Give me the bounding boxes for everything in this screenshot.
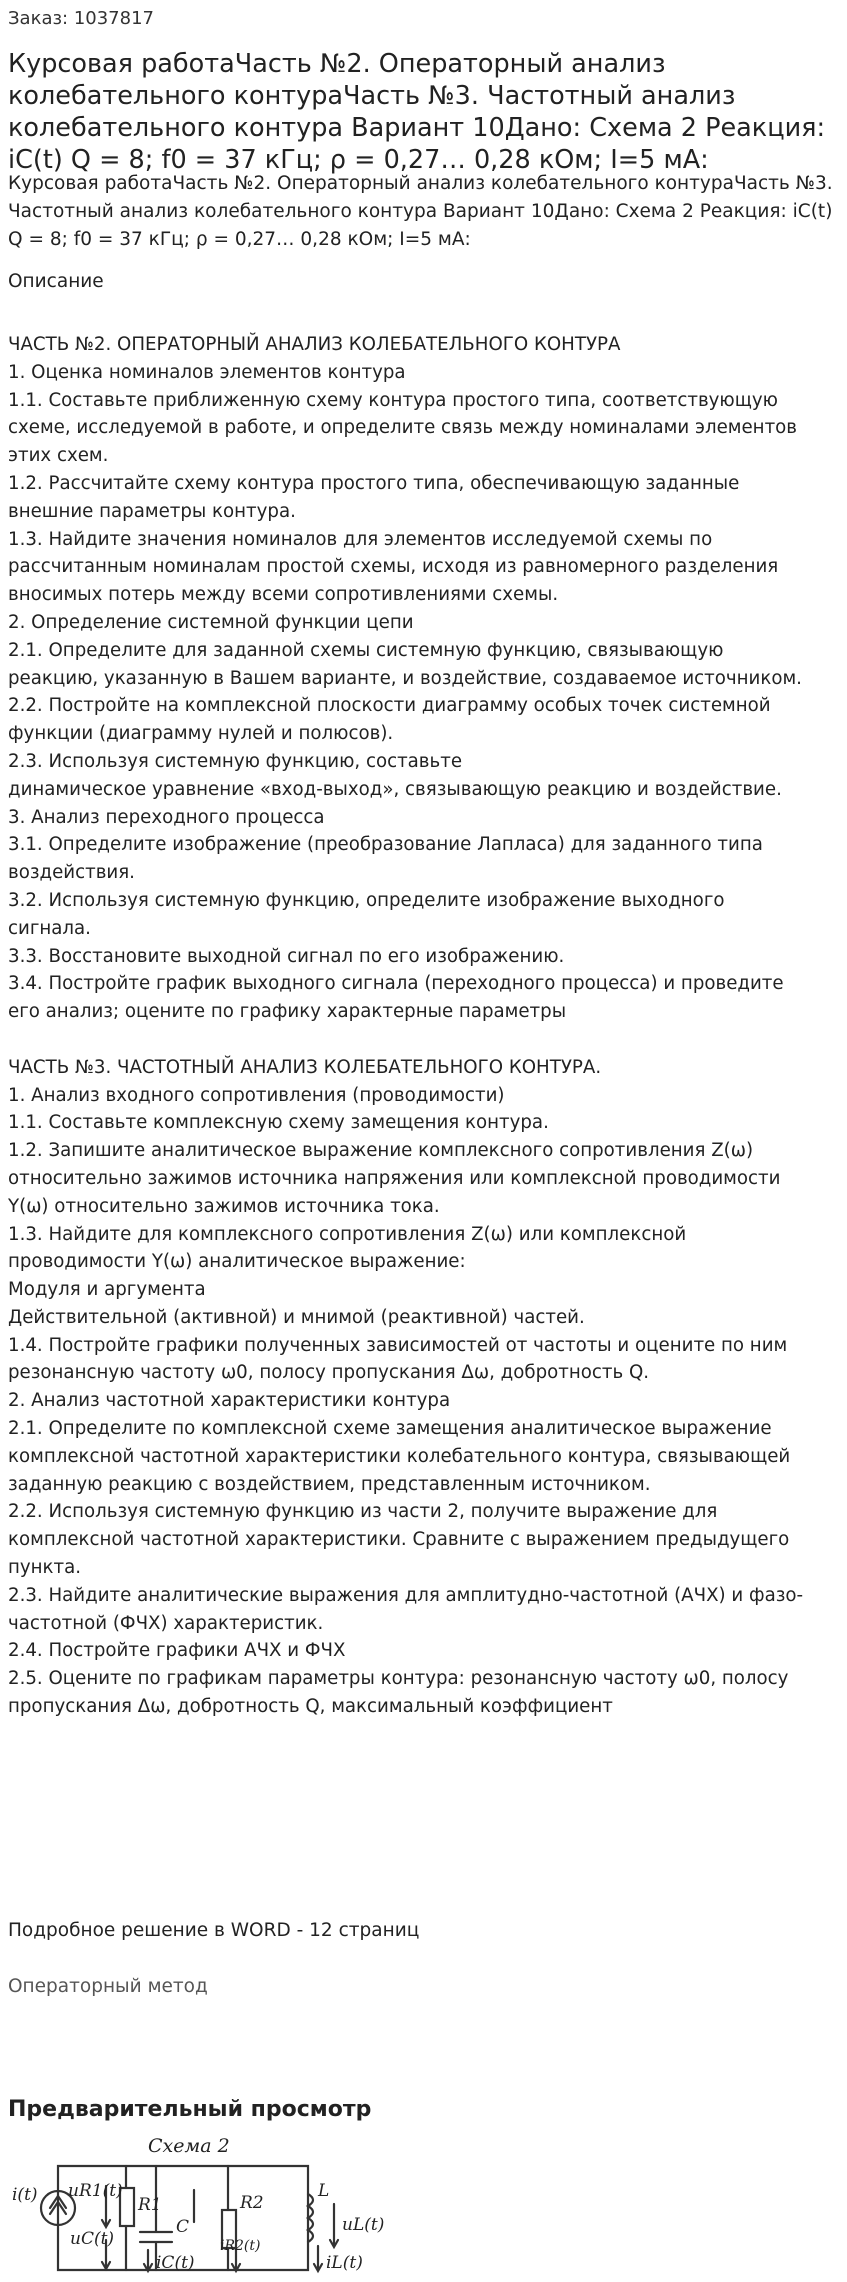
description-line: относительно зажимов источника напряжения или комплексной проводимости [8,1167,781,1189]
description-line: пункта. [8,1557,82,1579]
description-line: 1.3. Найдите для комплексного сопротивления Z(ω) или комплексной [8,1223,687,1245]
description-line: Y(ω) относительно зажимов источника тока. [8,1195,440,1217]
description-line: 1.4. Постройте графики полученных зависимостей от частоты и оцените по ним [8,1334,788,1356]
description-line: заданную реакцию с воздействием, представленным источником. [8,1473,651,1495]
description-line: 2.2. Постройте на комплексной плоскости диаграмму особых точек системной [8,695,771,717]
diagram-label: uR1(t) [68,2181,123,2201]
description-line: 2. Анализ частотной характеристики контура [8,1390,451,1412]
description-line: реакцию, указанную в Вашем варианте, и воздействие, создаваемое источником. [8,667,802,689]
description-line: 1.1. Составьте приближенную схему контура простого типа, соответствующую [8,389,778,411]
description-line: схеме, исследуемой в работе, и определите связь между номиналами элементов [8,417,798,439]
description-line: комплексной частотной характеристики. Сравните с выражением предыдущего [8,1529,790,1551]
word-note: Подробное решение в WORD - 12 страниц [8,1920,420,1941]
description-line: ЧАСТЬ №2. ОПЕРАТОРНЫЙ АНАЛИЗ КОЛЕБАТЕЛЬНОГО КОНТУРА [8,334,621,355]
description-heading: Описание [8,271,104,292]
description-line: 2.3. Используя системную функцию, составьте [8,750,463,772]
description-line: проводимости Y(ω) аналитическое выражение: [8,1251,466,1273]
description-line: 1. Анализ входного сопротивления (проводимости) [8,1084,505,1106]
diagram-caption: Схема 2 [148,2135,230,2157]
diagram-label: iL(t) [326,2253,363,2273]
description-line: сигнала. [8,917,91,939]
description-line: 1.2. Рассчитайте схему контура простого типа, обеспечивающую заданные [8,472,740,494]
description-line: 1.3. Найдите значения номиналов для элементов исследуемой схемы по [8,528,713,550]
description-line: 3.4. Постройте график выходного сигнала (переходного процесса) и проведите [8,973,784,995]
order-number: Заказ: 1037817 [8,8,154,29]
diagram-label: iC(t) [156,2253,195,2273]
diagram-label: uC(t) [70,2229,115,2249]
description-line: Действительной (активной) и мнимой (реактивной) частей. [8,1306,585,1328]
description-line: Модуля и аргумента [8,1279,206,1301]
description-text [8,331,838,1721]
description-line: динамическое уравнение «вход-выход», связывающую реакцию и воздействие. [8,778,782,800]
page-title: Курсовая работаЧасть №2. Операторный анализ колебательного контураЧасть №3. Частотный анализ колебательного контура Вариант 10Дано: Схема 2 Реакция: iC(t) Q = 8; f0 = 37 кГц; ρ = 0,27… 0,28 кОм; I=5 мА: [8,49,826,175]
description-line: 3.3. Восстановите выходной сигнал по его изображению. [8,945,565,967]
description-blank-line [8,1026,838,1054]
description-line: резонансную частоту ω0, полосу пропускания Δω, добротность Q. [8,1362,650,1384]
description-line: этих схем. [8,445,109,467]
description-line: воздействия. [8,862,135,884]
description-line: 3. Анализ переходного процесса [8,806,325,828]
description-line: его анализ; оцените по графику характерные параметры [8,1001,567,1023]
description-line: ЧАСТЬ №3. ЧАСТОТНЫЙ АНАЛИЗ КОЛЕБАТЕЛЬНОГО КОНТУРА. [8,1056,602,1078]
description-line: 3.2. Используя системную функцию, определите изображение выходного [8,889,725,911]
diagram-label: uL(t) [342,2215,385,2235]
description-line: 2. Определение системной функции цепи [8,611,414,633]
preview-heading: Предварительный просмотр [8,2097,372,2122]
description-line: функции (диаграмму нулей и полюсов). [8,723,394,745]
method-link[interactable]: Операторный метод [8,1976,208,1997]
description-line: рассчитанным номиналам простой схемы, исходя из равномерного разделения [8,556,779,578]
description-line: 2.4. Постройте графики АЧХ и ФЧХ [8,1640,346,1662]
description-line: 2.2. Используя системную функцию из части 2, получите выражение для [8,1501,718,1523]
description-line: 3.1. Определите изображение (преобразование Лапласа) для заданного типа [8,834,763,856]
description-line: 2.1. Определите для заданной схемы системную функцию, связывающую [8,639,724,661]
work-summary: Курсовая работаЧасть №2. Операторный анализ колебательного контураЧасть №3. Частотный анализ колебательного контура Вариант 10Дано: Схема 2 Реакция: iC(t) Q = 8; f0 = 37 кГц; ρ = 0,27… 0,28 кОм; I=5 мА: [8,173,833,250]
description-line: 2.1. Определите по комплексной схеме замещения аналитическое выражение [8,1418,772,1440]
description-line: 1. Оценка номиналов элементов контура [8,361,406,383]
description-line: комплексной частотной характеристики колебательного контура, связывающей [8,1445,791,1467]
diagram-label: L [318,2181,330,2201]
description-line: частотной (ФЧХ) характеристик. [8,1612,324,1634]
description-line: внешние параметры контура. [8,500,296,522]
diagram-label: R2 [240,2193,264,2213]
description-line: 1.1. Составьте комплексную схему замещения контура. [8,1112,549,1134]
diagram-label: iR2(t) [220,2238,261,2254]
description-line: пропускания Δω, добротность Q, максимальный коэффициент [8,1696,613,1718]
description-line: вносимых потерь между всеми сопротивлениями схемы. [8,584,559,606]
diagram-label: C [176,2217,190,2237]
diagram-label: i(t) [12,2185,38,2205]
description-line: 2.5. Оцените по графикам параметры контура: резонансную частоту ω0, полосу [8,1668,789,1690]
circuit-diagram-image [8,2130,408,2282]
description-line: 1.2. Запишите аналитическое выражение комплексного сопротивления Z(ω) [8,1140,754,1162]
description-line: 2.3. Найдите аналитические выражения для амплитудно-частотной (АЧХ) и фазо- [8,1584,804,1606]
diagram-label: R1 [138,2195,162,2215]
